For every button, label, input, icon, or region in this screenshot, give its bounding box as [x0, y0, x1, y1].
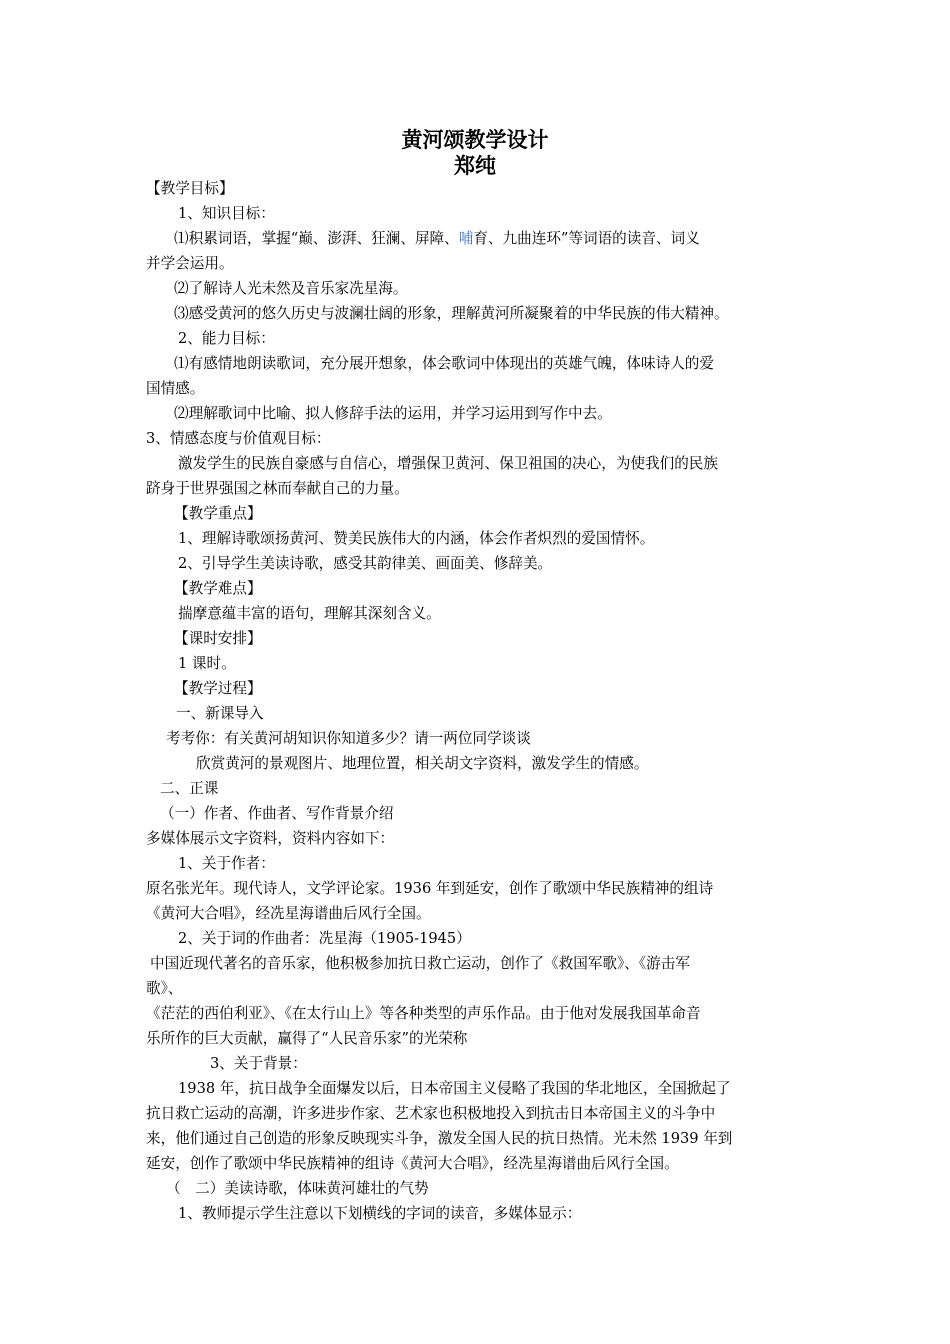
paragraph-line: 来，他们通过自己创造的形象反映现实斗争，激发全国人民的抗日热情。光未然 1939 年到 — [146, 1130, 733, 1147]
paragraph-line: 3、关于背景： — [210, 1055, 307, 1072]
paragraph-line: ⑵理解歌词中比喻、拟人修辞手法的运用，并学习运用到写作中去。 — [174, 405, 612, 422]
paragraph-line: 3、情感态度与价值观目标： — [146, 430, 331, 447]
section-heading-difficulties: 【教学难点】 — [174, 580, 262, 597]
paragraph-line: 1、教师提示学生注意以下划横线的字词的读音，多媒体显示： — [178, 1205, 582, 1222]
paragraph-line: 1、理解诗歌颂扬黄河、赞美民族伟大的内涵，体会作者炽烈的爱国情怀。 — [178, 530, 655, 547]
paragraph-line: 1、关于作者： — [178, 855, 275, 872]
paragraph-line: 2、引导学生美读诗歌，感受其韵律美、画面美、修辞美。 — [178, 555, 553, 572]
paragraph-line: 中国近现代著名的音乐家，他积极参加抗日救亡运动，创作了《救国军歌》、《游击军 — [150, 955, 690, 972]
paragraph-line: 延安，创作了歌颂中华民族精神的组诗《黄河大合唱》，经冼星海谱曲后风行全国。 — [146, 1155, 679, 1172]
paragraph-line: ⑴积累词语，掌握“巅、澎湃、狂澜、屏障、哺育、九曲连环”等词语的读音、词义 — [174, 230, 700, 247]
paragraph-line: 原名张光年。现代诗人，文学评论家。1936 年到延安，创作了歌颂中华民族精神的组诗 — [146, 880, 714, 897]
author-name: 郑纯 — [454, 154, 496, 178]
paragraph-line: 欣赏黄河的景观图片、地理位置，相关胡文字资料，激发学生的情感。 — [196, 755, 649, 772]
section-heading-schedule: 【课时安排】 — [174, 630, 262, 647]
paragraph-line: 1938 年，抗日战争全面爆发以后，日本帝国主义侵略了我国的华北地区，全国掀起了 — [178, 1080, 731, 1097]
paragraph-line: 一、新课导入 — [176, 705, 264, 722]
section-heading-objectives: 【教学目标】 — [146, 180, 234, 197]
paragraph-line: 多媒体展示文字资料，资料内容如下： — [146, 830, 395, 847]
paragraph-line: 歌》、 — [146, 980, 183, 997]
document-title: 黄河颂教学设计 — [401, 128, 549, 152]
section-heading-key-points: 【教学重点】 — [174, 505, 262, 522]
paragraph-line: 考考你：有关黄河胡知识你知道多少？请一两位同学谈谈 — [166, 730, 531, 747]
paragraph-line: 二、正课 — [160, 780, 219, 797]
paragraph-line: 抗日救亡运动的高潮，许多进步作家、艺术家也积极地投入到抗击日本帝国主义的斗争中 — [146, 1105, 716, 1122]
paragraph-line: ⑵了解诗人光未然及音乐家冼星海。 — [174, 280, 408, 297]
paragraph-line: 1、知识目标： — [178, 205, 275, 222]
paragraph-line: 激发学生的民族自豪感与自信心，增强保卫黄河、保卫祖国的决心，为使我们的民族 — [178, 455, 718, 472]
paragraph-line: 乐所作的巨大贡献，赢得了“人民音乐家”的光荣称 — [146, 1030, 468, 1047]
paragraph-line: 《黄河大合唱》，经冼星海谱曲后风行全国。 — [146, 905, 431, 922]
paragraph-line: 2、能力目标： — [178, 330, 275, 347]
paragraph-line: （一）作者、作曲者、写作背景介绍 — [160, 805, 394, 822]
paragraph-line: 跻身于世界强国之林而奉献自己的力量。 — [146, 480, 409, 497]
section-heading-process: 【教学过程】 — [174, 680, 262, 697]
paragraph-line: 1 课时。 — [178, 655, 236, 672]
paragraph-line: （ 二）美读诗歌，体味黄河雄壮的气势 — [166, 1180, 429, 1197]
highlighted-word: 哺 — [458, 230, 474, 247]
paragraph-line: 《茫茫的西伯利亚》、《在太行山上》等各种类型的声乐作品。由于他对发展我国革命音 — [146, 1005, 701, 1022]
paragraph-line: 并学会运用。 — [146, 255, 234, 272]
paragraph-line: 国情感。 — [146, 380, 205, 397]
paragraph-line: 揣摩意蕴丰富的语句，理解其深刻含义。 — [178, 605, 441, 622]
paragraph-line: ⑶感受黄河的悠久历史与波澜壮阔的形象，理解黄河所凝聚着的中华民族的伟大精神。 — [174, 305, 729, 322]
paragraph-line: 2、关于词的作曲者：冼星海（1905-1945） — [178, 930, 471, 947]
paragraph-line: ⑴有感情地朗读歌词，充分展开想象，体会歌词中体现出的英雄气魄，体味诗人的爱 — [174, 355, 714, 372]
